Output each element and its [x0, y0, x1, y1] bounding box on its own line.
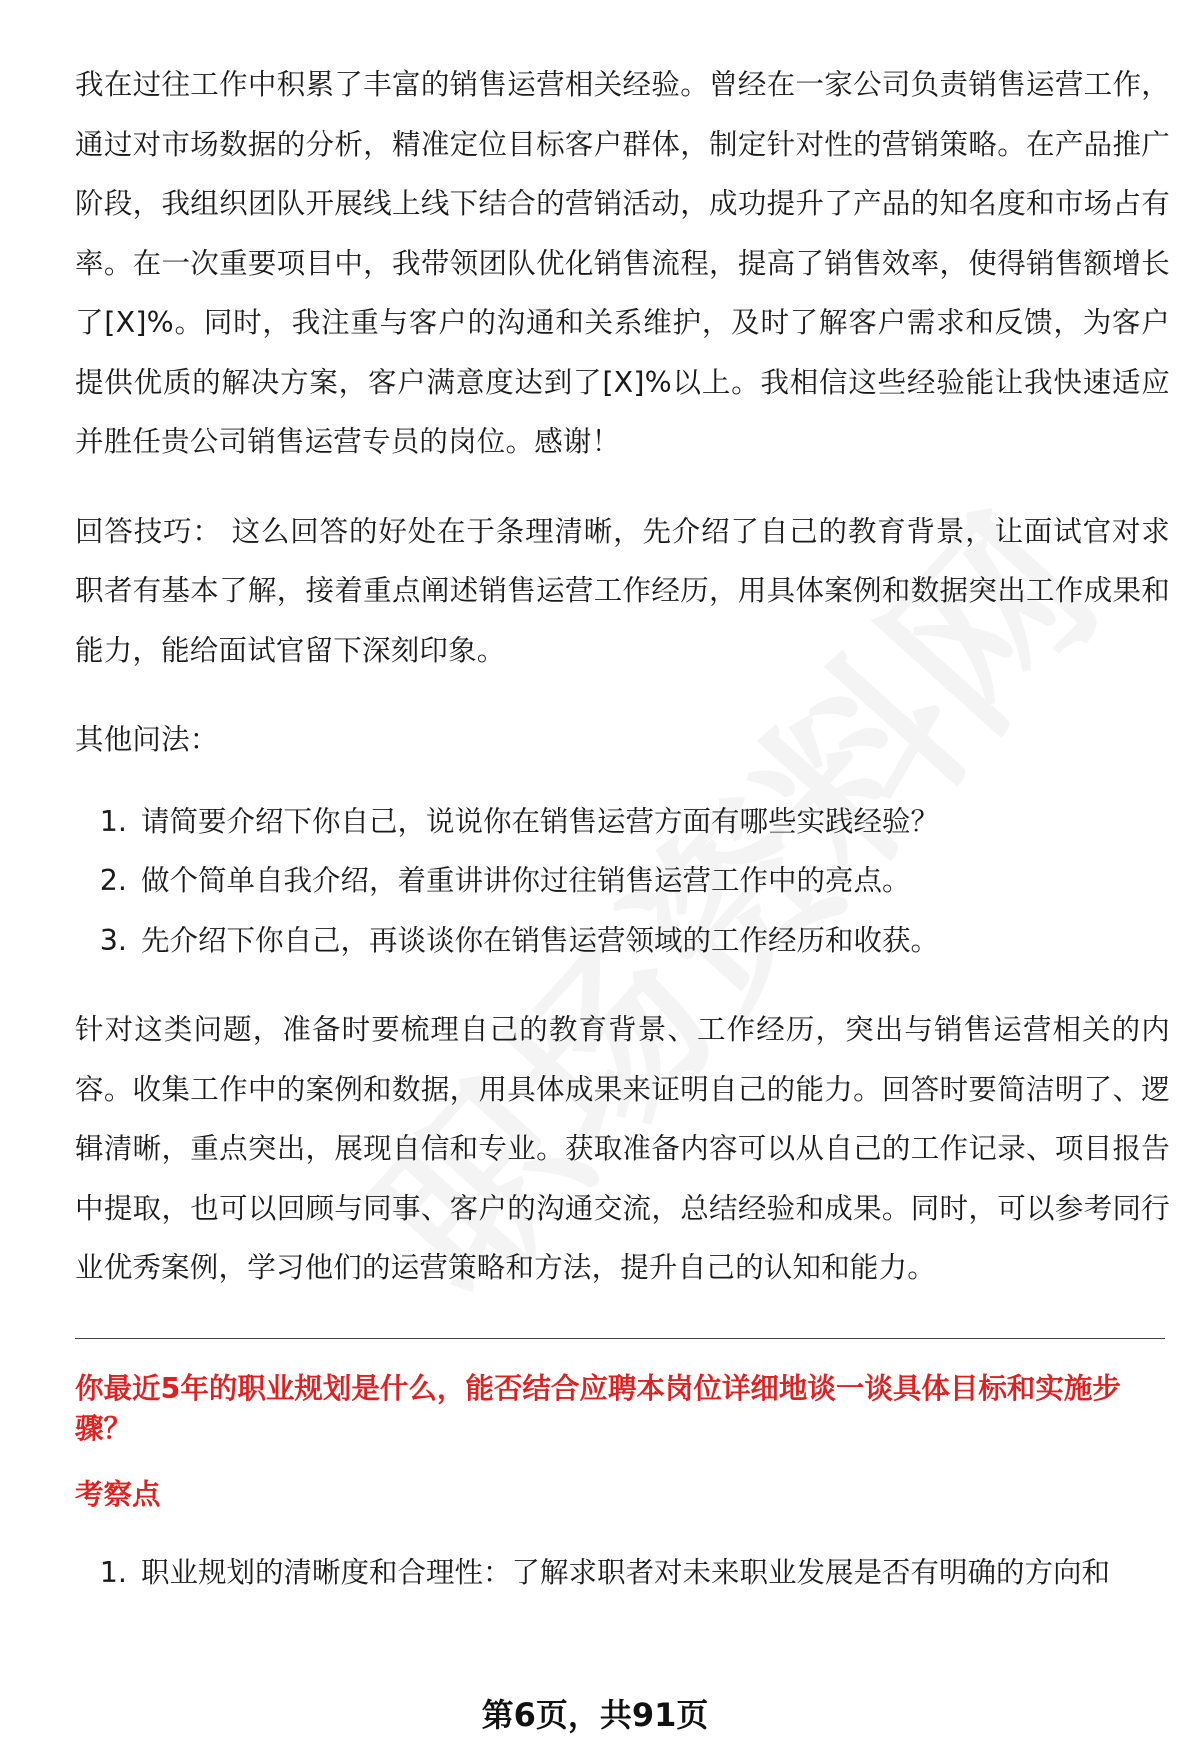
preparation-advice-paragraph: 针对这类问题，准备时要梳理自己的教育背景、工作经历，突出与销售运营相关的内容。收集工作中的案例和数据，用具体成果来证明自己的能力。回答时要简洁明了、逻辑清晰，重点突出，展现自信和专业。获取准备内容可以从自己的工作记录、项目报告中提取，也可以回顾与同事、客户的沟通交流，总结经验和成果。同时，可以参考同行业优秀案例，学习他们的运营策略和方法，提升自己的认知和能力。 [75, 1013, 1170, 1284]
experience-paragraph: 我在过往工作中积累了丰富的销售运营相关经验。曾经在一家公司负责销售运营工作，通过对市场数据的分析，精准定位目标客户群体，制定针对性的营销策略。在产品推广阶段，我组织团队开展线上线下结合的营销活动，成功提升了产品的知名度和市场占有率。在一次重要项目中，我带领团队优化销售流程，提高了销售效率，使得销售额增长了[X]%。同时，我注重与客户的沟通和关系维护，及时了解客户需求和反馈，为客户提供优质的解决方案，客户满意度达到了[X]%以上。我相信这些经验能让我快速适应并胜任贵公司销售运营专员的岗位。感谢！ [75, 68, 1170, 458]
list-item [75, 792, 1170, 852]
other-questions-heading: 其他问法： [75, 723, 219, 756]
question-title: 你最近5年的职业规划是什么，能否结合应聘本岗位详细地谈一谈具体目标和实施步骤？ [75, 1371, 1121, 1445]
document-page [75, 55, 1170, 1632]
list-item-text: 职业规划的清晰度和合理性：了解求职者对未来职业发展是否有明确的方向和 [141, 1555, 1111, 1589]
question-subtitle: 考察点 [75, 1477, 161, 1511]
answer-tips-paragraph: 回答技巧： 这么回答的好处在于条理清晰，先介绍了自己的教育背景，让面试官对求职者有基本了解，接着重点阐述销售运营工作经历，用具体案例和数据突出工作成果和能力，能给面试官留下深刻印象。 [75, 514, 1170, 667]
list-item [75, 911, 1170, 971]
page-number: 第6页，共91页 [481, 1696, 709, 1734]
list-item-number: 1. [99, 1555, 127, 1589]
list-item-text: 先介绍下你自己，再谈谈你在销售运营领域的工作经历和收获。 [141, 923, 940, 957]
list-item-text: 请简要介绍下你自己，说说你在销售运营方面有哪些实践经验？ [141, 804, 940, 838]
list-item-number: 2. [99, 864, 127, 897]
list-item [75, 851, 1170, 911]
list-item-number: 1. [99, 804, 127, 838]
assessment-points-list [75, 1543, 1170, 1603]
other-questions-list [75, 792, 1170, 971]
list-item-number: 3. [99, 923, 127, 957]
section-divider [75, 1338, 1165, 1339]
list-item-text: 做个简单自我介绍，着重讲讲你过往销售运营工作中的亮点。 [141, 864, 911, 897]
list-item [75, 1543, 1170, 1603]
